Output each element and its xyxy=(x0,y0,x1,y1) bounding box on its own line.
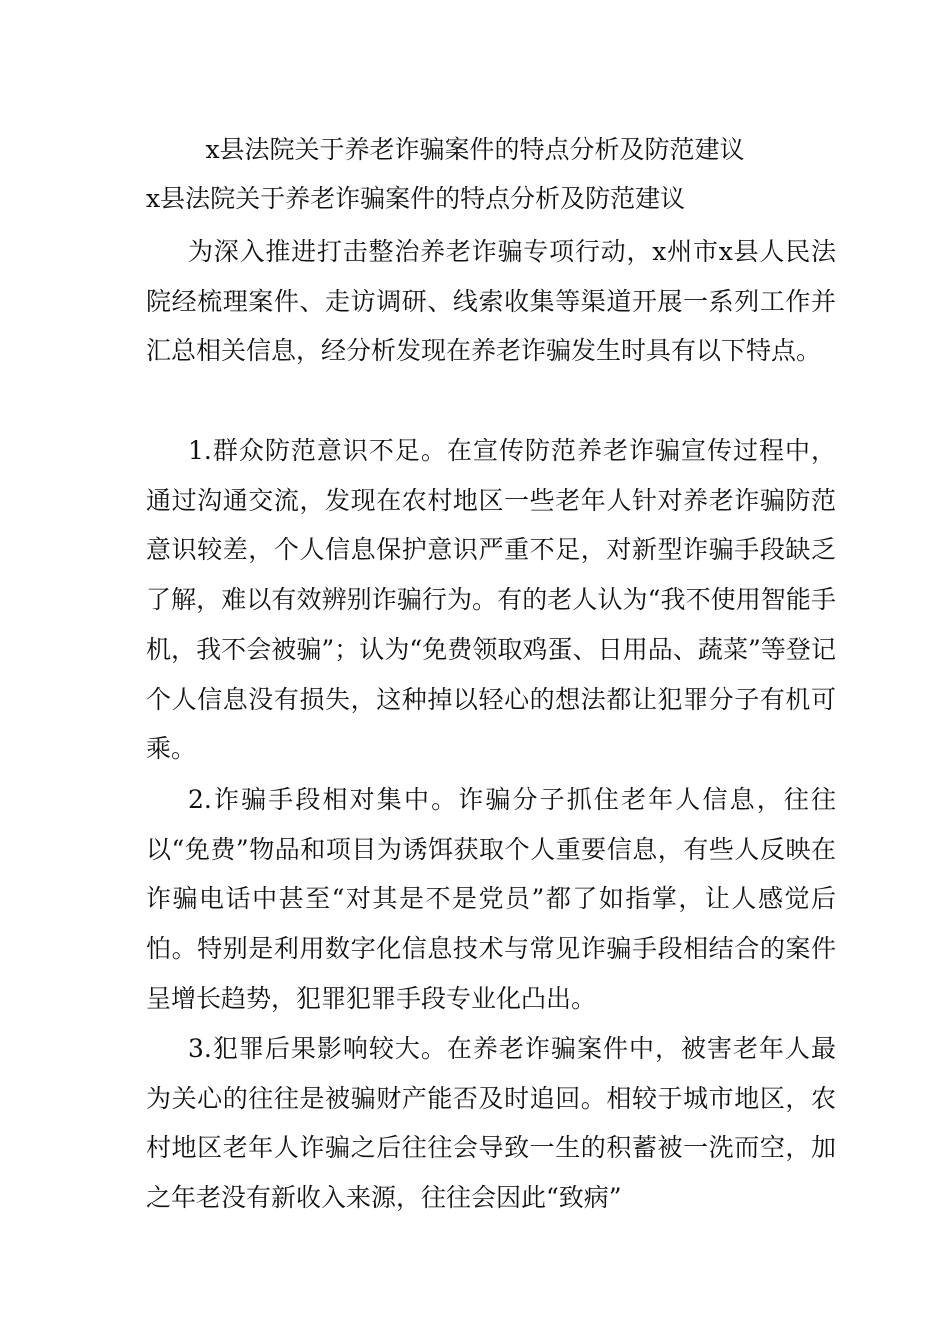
paragraph-point-2: 2.诈骗手段相对集中。诈骗分子抓住老年人信息，往往以“免费”物品和项目为诱饵获取个人重要信息，有些人反映在诈骗电话中甚至“对其是不是党员”都了如指掌，让人感觉后怕。特别是利用数字化信息技术与常见诈骗手段相结合的案件呈增长趋势，犯罪犯罪手段专业化凸出。 xyxy=(146,785,836,1013)
paragraph-intro: 为深入推进打击整治养老诈骗专项行动，x州市x县人民法院经梳理案件、走访调研、线索收集等渠道开展一系列工作并汇总相关信息，经分析发现在养老诈骗发生时具有以下特点。 xyxy=(146,237,836,366)
paragraph-point-3: 3.犯罪后果影响较大。在养老诈骗案件中，被害老年人最为关心的往往是被骗财产能否及时追回。相较于城市地区，农村地区老年人诈骗之后往往会导致一生的积蓄被一洗而空，加之年老没有新收入来源，往往会因此“致病” xyxy=(146,1034,836,1213)
document-title: x县法院关于养老诈骗案件的特点分析及防范建议 xyxy=(205,135,745,164)
paragraph-point-1: 1.群众防范意识不足。在宣传防范养老诈骗宣传过程中，通过沟通交流，发现在农村地区一些老年人针对养老诈骗防范意识较差，个人信息保护意识严重不足，对新型诈骗手段缺乏了解，难以有效辨别诈骗行为。有的老人认为“我不使用智能手机，我不会被骗”；认为“免费领取鸡蛋、日用品、蔬菜”等登记个人信息没有损失，这种掉以轻心的想法都让犯罪分子有机可乘。 xyxy=(146,436,836,764)
document-subtitle: x县法院关于养老诈骗案件的特点分析及防范建议 xyxy=(146,184,686,213)
